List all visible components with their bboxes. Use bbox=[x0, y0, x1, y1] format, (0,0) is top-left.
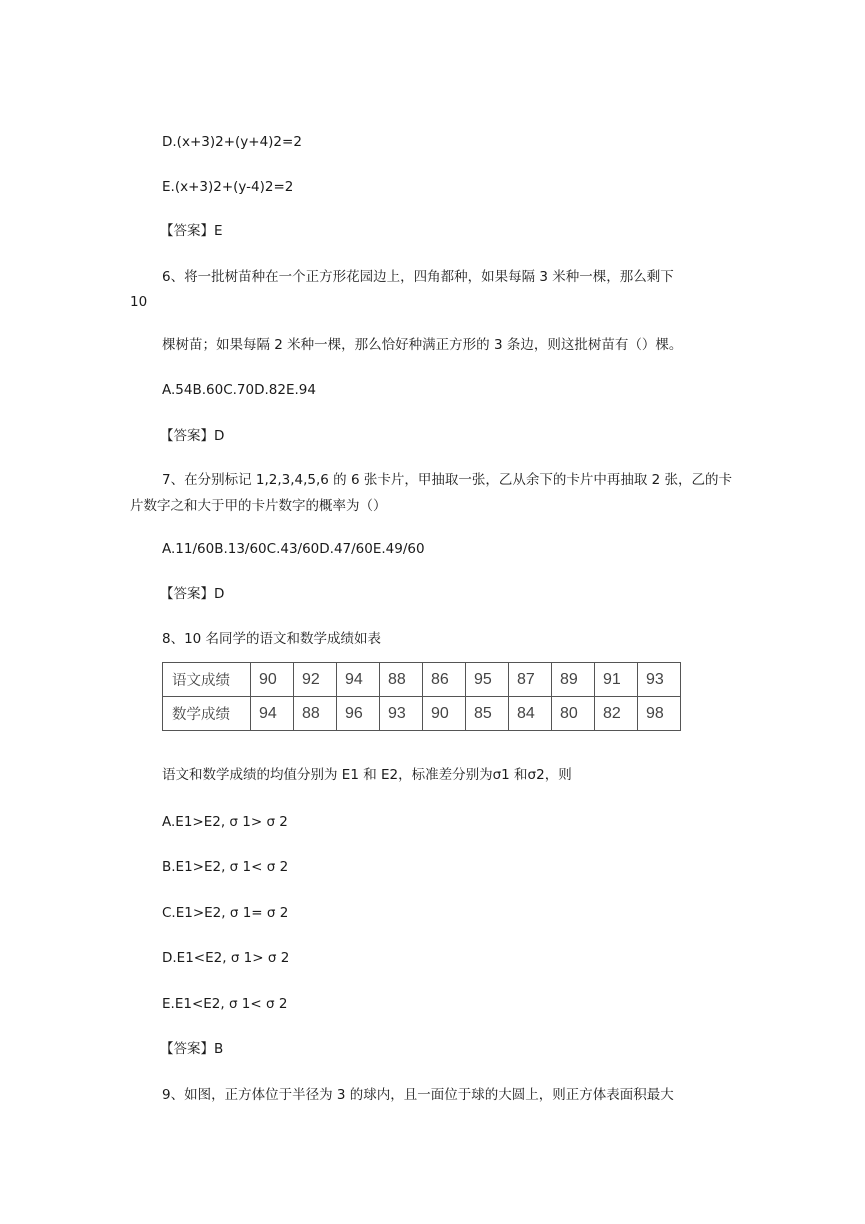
q8-option-a: A.E1>E2, σ 1> σ 2 bbox=[162, 814, 288, 830]
score-table bbox=[162, 662, 681, 731]
q7-answer: 【答案】D bbox=[160, 586, 225, 602]
q8-option-c: C.E1>E2, σ 1= σ 2 bbox=[162, 905, 289, 921]
table-row bbox=[163, 663, 681, 697]
table-cell: 98 bbox=[638, 697, 681, 731]
table-cell: 92 bbox=[294, 663, 337, 697]
q8-option-e: E.E1<E2, σ 1< σ 2 bbox=[162, 996, 288, 1012]
table-cell: 96 bbox=[337, 697, 380, 731]
table-cell: 94 bbox=[337, 663, 380, 697]
table-cell: 86 bbox=[423, 663, 466, 697]
table-cell: 90 bbox=[251, 663, 294, 697]
table-cell: 93 bbox=[638, 663, 681, 697]
row-label-math: 数学成绩 bbox=[163, 697, 251, 731]
table-cell: 85 bbox=[466, 697, 509, 731]
q6-question-line1-wrap: 10 bbox=[130, 294, 148, 310]
table-cell: 88 bbox=[380, 663, 423, 697]
table-cell: 94 bbox=[251, 697, 294, 731]
q6-options: A.54B.60C.70D.82E.94 bbox=[162, 382, 316, 398]
q8-option-b: B.E1>E2, σ 1< σ 2 bbox=[162, 859, 289, 875]
q8-answer: 【答案】B bbox=[160, 1041, 224, 1057]
q8-option-d: D.E1<E2, σ 1> σ 2 bbox=[162, 950, 290, 966]
table-cell: 89 bbox=[552, 663, 595, 697]
table-cell: 90 bbox=[423, 697, 466, 731]
table-cell: 82 bbox=[595, 697, 638, 731]
table-cell: 80 bbox=[552, 697, 595, 731]
q7-options: A.11/60B.13/60C.43/60D.47/60E.49/60 bbox=[162, 541, 425, 557]
q6-answer: 【答案】D bbox=[160, 428, 225, 444]
q8-description: 语文和数学成绩的均值分别为 E1 和 E2，标准差分别为σ1 和σ2，则 bbox=[162, 767, 572, 783]
q6-question-line1: 6、将一批树苗种在一个正方形花园边上，四角都种，如果每隔 3 米种一棵，那么剩下 bbox=[162, 269, 674, 285]
table-cell: 87 bbox=[509, 663, 552, 697]
q5-option-d: D.(x+3)2+(y+4)2=2 bbox=[162, 134, 302, 150]
q7-question: 7、在分别标记 1,2,3,4,5,6 的 6 张卡片，甲抽取一张，乙从余下的卡片中再抽取 2 张，乙的卡片数字之和大于甲的卡片数字的概率为（） bbox=[130, 472, 733, 514]
table-cell: 88 bbox=[294, 697, 337, 731]
row-label-chinese: 语文成绩 bbox=[163, 663, 251, 697]
table-cell: 95 bbox=[466, 663, 509, 697]
q8-question: 8、10 名同学的语文和数学成绩如表 bbox=[162, 631, 382, 647]
q5-answer: 【答案】E bbox=[160, 223, 223, 239]
q5-option-e: E.(x+3)2+(y-4)2=2 bbox=[162, 179, 294, 195]
table-cell: 93 bbox=[380, 697, 423, 731]
q6-question-line2: 棵树苗；如果每隔 2 米种一棵，那么恰好种满正方形的 3 条边，则这批树苗有（）棵。 bbox=[162, 337, 683, 353]
table-cell: 91 bbox=[595, 663, 638, 697]
q9-question: 9、如图，正方体位于半径为 3 的球内，且一面位于球的大圆上，则正方体表面积最大 bbox=[162, 1087, 674, 1103]
table-row bbox=[163, 697, 681, 731]
table-cell: 84 bbox=[509, 697, 552, 731]
